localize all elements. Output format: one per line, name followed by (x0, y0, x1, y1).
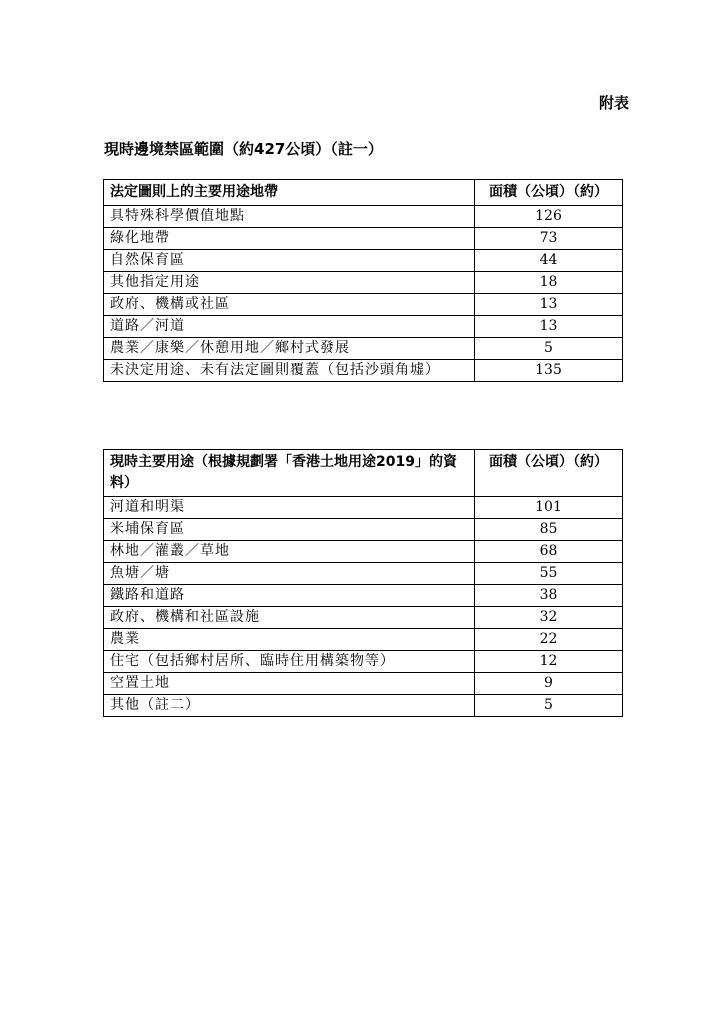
table-row (104, 541, 623, 563)
table-row (104, 695, 623, 717)
row-area: 68 (475, 541, 623, 563)
row-label: 米埔保育區 (104, 519, 475, 541)
header-use: 法定圖則上的主要用途地帶 (104, 180, 475, 206)
table-row (104, 585, 623, 607)
row-label: 林地／灌叢／草地 (104, 541, 475, 563)
table-row (104, 519, 623, 541)
row-label: 鐵路和道路 (104, 585, 475, 607)
row-label: 農業 (104, 629, 475, 651)
row-label: 其他（註二） (104, 695, 475, 717)
table-row (104, 360, 623, 382)
row-area: 55 (475, 563, 623, 585)
row-area: 18 (475, 272, 623, 294)
row-label: 住宅（包括鄉村居所、臨時住用構築物等） (104, 651, 475, 673)
table-row (104, 651, 623, 673)
row-area: 135 (475, 360, 623, 382)
row-label: 空置土地 (104, 673, 475, 695)
row-label: 政府、機構或社區 (104, 294, 475, 316)
row-area: 13 (475, 294, 623, 316)
appendix-label: 附表 (598, 94, 629, 112)
table-row (104, 497, 623, 519)
row-area: 38 (475, 585, 623, 607)
table-row (104, 272, 623, 294)
row-area: 5 (475, 338, 623, 360)
row-label: 自然保育區 (104, 250, 475, 272)
zoning-table (103, 179, 623, 382)
page-title: 現時邊境禁區範圍（約427公頃）（註一） (104, 140, 383, 158)
row-label: 魚塘／塘 (104, 563, 475, 585)
row-area: 85 (475, 519, 623, 541)
table-row (104, 338, 623, 360)
row-label: 河道和明渠 (104, 497, 475, 519)
header-use: 現時主要用途（根據規劃署「香港土地用途2019」的資料） (104, 450, 475, 497)
table-row (104, 563, 623, 585)
row-label: 農業／康樂／休憩用地／鄉村式發展 (104, 338, 475, 360)
table-row (104, 607, 623, 629)
row-area: 73 (475, 228, 623, 250)
table-row (104, 250, 623, 272)
table-row (104, 294, 623, 316)
row-area: 32 (475, 607, 623, 629)
row-area: 13 (475, 316, 623, 338)
row-label: 政府、機構和社區設施 (104, 607, 475, 629)
header-area: 面積（公頃）（約） (475, 180, 623, 206)
table-header-row (104, 180, 623, 206)
current-use-table (103, 449, 623, 717)
row-area: 5 (475, 695, 623, 717)
table-row (104, 206, 623, 228)
table-row (104, 228, 623, 250)
row-area: 126 (475, 206, 623, 228)
header-area: 面積（公頃）（約） (475, 450, 623, 497)
row-label: 綠化地帶 (104, 228, 475, 250)
table-row (104, 629, 623, 651)
row-area: 44 (475, 250, 623, 272)
row-label: 道路／河道 (104, 316, 475, 338)
row-area: 22 (475, 629, 623, 651)
row-area: 12 (475, 651, 623, 673)
row-area: 101 (475, 497, 623, 519)
table-row (104, 316, 623, 338)
table-header-row (104, 450, 623, 497)
row-label: 其他指定用途 (104, 272, 475, 294)
row-area: 9 (475, 673, 623, 695)
row-label: 未決定用途、未有法定圖則覆蓋（包括沙頭角墟） (104, 360, 475, 382)
row-label: 具特殊科學價值地點 (104, 206, 475, 228)
table-row (104, 673, 623, 695)
